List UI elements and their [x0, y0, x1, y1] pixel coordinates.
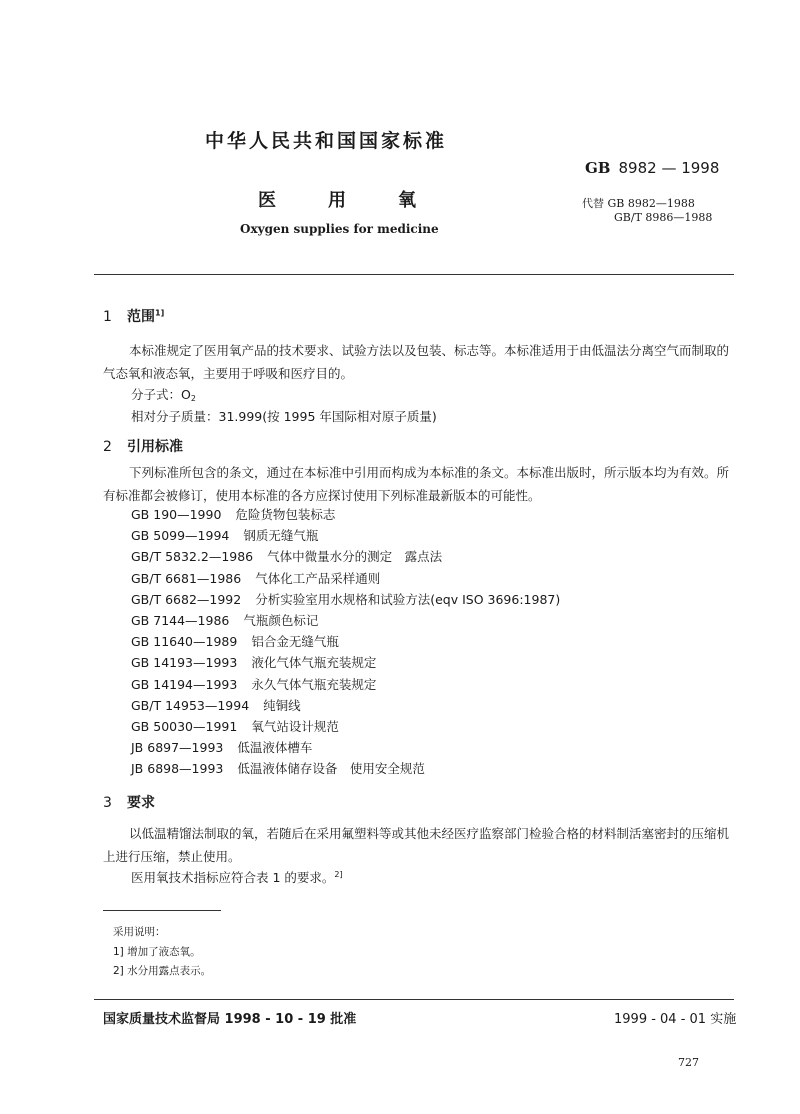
- replaces-line: 代替 GB 8982—1988: [582, 197, 695, 210]
- reference-code: GB 11640—1989: [131, 634, 238, 650]
- reference-title: 低温液体槽车: [237, 740, 313, 756]
- reference-title: 钢质无缝气瓶: [243, 528, 319, 544]
- footnote-item: 2] 水分用露点表示。: [113, 965, 212, 977]
- reference-list: [131, 504, 560, 780]
- implementation-date: 1999 - 04 - 01 实施: [614, 1012, 737, 1027]
- reference-title: 气瓶颜色标记: [243, 613, 319, 629]
- document-title-en: Oxygen supplies for medicine: [240, 222, 439, 236]
- reference-code: JB 6897—1993: [131, 740, 224, 756]
- section-1-heading: [103, 306, 164, 326]
- approval-statement: 国家质量技术监督局 1998 - 10 - 19 批准: [103, 1012, 357, 1027]
- reference-item: [131, 758, 560, 779]
- reference-item: [131, 631, 560, 652]
- footnote-mark: 2]: [334, 869, 343, 879]
- header-divider: [94, 274, 734, 275]
- replaces-standards: [582, 197, 712, 225]
- reference-item: [131, 610, 560, 631]
- section-title: 范围: [127, 309, 155, 325]
- section-2-heading: [103, 436, 183, 456]
- title-char: 氧: [398, 190, 416, 211]
- reference-item: [131, 525, 560, 546]
- reference-title: 气体化工产品采样通则: [255, 570, 381, 586]
- reference-title: 纯铜线: [263, 697, 301, 713]
- reference-title: 液化气体气瓶充装规定: [251, 655, 377, 671]
- footnote-item: 1] 增加了液态氧。: [113, 946, 201, 958]
- footnote-mark: 1]: [155, 308, 165, 318]
- formula-label: 分子式：O: [131, 387, 191, 402]
- reference-title: 低温液体储存设备 使用安全规范: [237, 761, 425, 777]
- formula-subscript: 2: [190, 394, 196, 403]
- reference-title: 铝合金无缝气瓶: [251, 634, 339, 650]
- page-number: 727: [678, 1056, 699, 1069]
- reference-code: GB 5099—1994: [131, 528, 230, 544]
- reference-item: [131, 589, 560, 610]
- section-title: 引用标准: [127, 439, 183, 455]
- section-3-paragraph: 以低温精馏法制取的氧，若随后在采用氟塑料等或其他未经医疗监察部门检验合格的材料制活塞密封的压缩机上进行压缩，禁止使用。: [103, 826, 730, 864]
- reference-code: GB/T 14953—1994: [131, 697, 250, 713]
- molecular-formula: [131, 385, 196, 403]
- reference-code: GB/T 6681—1986: [131, 570, 242, 586]
- footnote-label: 采用说明：: [113, 926, 166, 938]
- molecular-mass: 相对分子质量：31.999(按 1995 年国际相对原子质量): [131, 409, 437, 424]
- section-1-paragraph: 本标准规定了医用氧产品的技术要求、试验方法以及包装、标志等。本标准适用于由低温法分离空气而制取的气态氧和液态氧，主要用于呼吸和医疗目的。: [103, 343, 730, 381]
- section-number: 1: [103, 309, 112, 325]
- reference-code: GB 50030—1991: [131, 719, 238, 735]
- title-char: 用: [328, 190, 346, 211]
- reference-code: GB 14193—1993: [131, 655, 238, 671]
- section-2-paragraph: 下列标准所包含的条文，通过在本标准中引用而构成为本标准的条文。本标准出版时，所示版本均为有效。所有标准都会被修订，使用本标准的各方应探讨使用下列标准最新版本的可能性。: [103, 465, 730, 503]
- requirement-statement: [131, 868, 343, 886]
- footnote-divider: [103, 910, 221, 911]
- reference-item: [131, 716, 560, 737]
- standard-code: [585, 159, 719, 177]
- reference-item: [131, 546, 560, 567]
- reference-item: [131, 695, 560, 716]
- reference-code: JB 6898—1993: [131, 761, 224, 777]
- reference-item: [131, 568, 560, 589]
- section-title: 要求: [127, 795, 155, 811]
- footer-divider: [94, 999, 734, 1000]
- national-standard-heading: 中华人民共和国国家标准: [205, 130, 448, 152]
- title-char: 医: [258, 190, 276, 211]
- reference-title: 危险货物包装标志: [235, 507, 336, 522]
- reference-title: 氧气站设计规范: [251, 719, 339, 735]
- document-title-cn: [258, 186, 416, 212]
- reference-item: [131, 674, 560, 695]
- reference-item: [131, 504, 560, 525]
- section-3-heading: [103, 792, 155, 812]
- replaces-line: GB/T 8986—1988: [614, 211, 713, 224]
- reference-item: [131, 737, 560, 758]
- gb-number: 8982 — 1998: [618, 159, 720, 177]
- reference-code: GB/T 5832.2—1986: [131, 549, 254, 565]
- reference-code: GB 14194—1993: [131, 676, 238, 692]
- section-number: 3: [103, 795, 112, 811]
- reference-code: GB 190—1990: [131, 507, 222, 522]
- reference-title: 气体中微量水分的测定 露点法: [267, 549, 443, 565]
- reference-code: GB/T 6682—1992: [131, 591, 242, 607]
- reference-code: GB 7144—1986: [131, 613, 230, 629]
- requirement-text: 医用氧技术指标应符合表 1 的要求。: [131, 870, 335, 885]
- reference-item: [131, 652, 560, 673]
- section-number: 2: [103, 439, 112, 455]
- gb-prefix: GB: [585, 159, 611, 177]
- reference-title: 分析实验室用水规格和试验方法(eqv ISO 3696:1987): [255, 591, 561, 607]
- reference-title: 永久气体气瓶充装规定: [251, 676, 377, 692]
